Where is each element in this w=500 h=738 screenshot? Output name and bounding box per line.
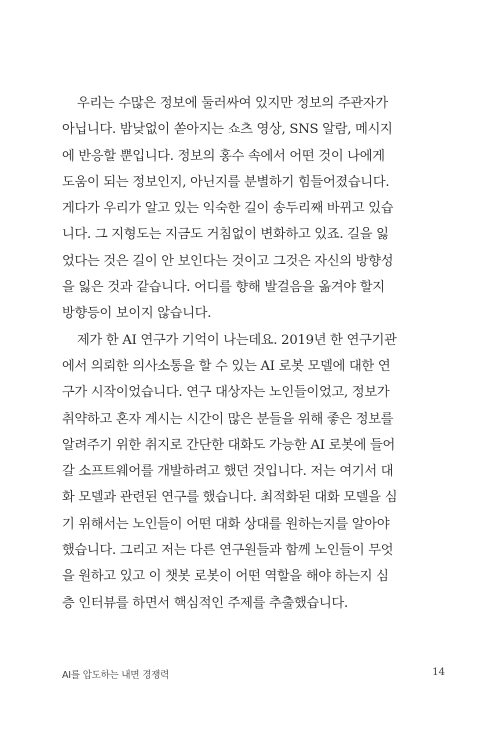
text-line: 방향등이 보이지 않습니다. bbox=[62, 306, 212, 322]
paragraph-2 bbox=[62, 328, 440, 617]
text-line: 제가 한 AI 연구가 기억이 나는데요. 2019년 한 연구기관 bbox=[77, 332, 397, 348]
text-line: 에 반응할 뿐입니다. 정보의 홍수 속에서 어떤 것이 나에게 bbox=[62, 148, 385, 164]
text-line: 갈 소프트웨어를 개발하려고 했던 것입니다. 저는 여기서 대 bbox=[62, 464, 394, 480]
text-line: 니다. 그 지형도는 지금도 거침없이 변화하고 있죠. 길을 잃 bbox=[62, 227, 389, 243]
text-line: 취약하고 혼자 계시는 시간이 많은 분들을 위해 좋은 정보를 bbox=[62, 411, 394, 427]
text-line: 화 모델과 관련된 연구를 했습니다. 최적화된 대화 모델을 심 bbox=[62, 490, 398, 506]
body-text bbox=[62, 91, 440, 617]
text-line: 아닙니다. 밤낮없이 쏟아지는 쇼츠 영상, SNS 알람, 메시지 bbox=[62, 122, 393, 138]
text-line: 구가 시작이었습니다. 연구 대상자는 노인들이었고, 정보가 bbox=[62, 385, 390, 401]
text-line: 게다가 우리가 알고 있는 익숙한 길이 송두리째 바뀌고 있습 bbox=[62, 201, 394, 217]
text-line: 에서 의뢰한 의사소통을 할 수 있는 AI 로봇 모델에 대한 연 bbox=[62, 358, 391, 374]
text-line: 을 잃은 것과 같습니다. 어디를 향해 발걸음을 옮겨야 할지 bbox=[62, 280, 385, 296]
running-footer-book-title: AI를 압도하는 내면 경쟁력 bbox=[62, 670, 170, 681]
text-line: 을 원하고 있고 이 챗봇 로봇이 어떤 역할을 해야 하는지 심 bbox=[62, 569, 389, 585]
text-line: 층 인터뷰를 하면서 핵심적인 주제를 추출했습니다. bbox=[62, 595, 348, 611]
text-line: 알려주기 위한 취지로 간단한 대화도 가능한 AI 로봇에 들어 bbox=[62, 437, 396, 453]
text-line: 우리는 수많은 정보에 둘러싸여 있지만 정보의 주관자가 bbox=[77, 96, 388, 111]
page-number: 14 bbox=[432, 667, 445, 678]
text-line: 도움이 되는 정보인지, 아닌지를 분별하기 힘들어졌습니다. bbox=[62, 174, 390, 190]
text-line: 했습니다. 그리고 저는 다른 연구원들과 함께 노인들이 무엇 bbox=[62, 543, 394, 559]
text-line: 기 위해서는 노인들이 어떤 대화 상대를 원하는지를 알아야 bbox=[62, 516, 390, 532]
paragraph-1 bbox=[62, 91, 440, 328]
text-line: 었다는 것은 길이 안 보인다는 것이고 그것은 자신의 방향성 bbox=[62, 253, 394, 269]
